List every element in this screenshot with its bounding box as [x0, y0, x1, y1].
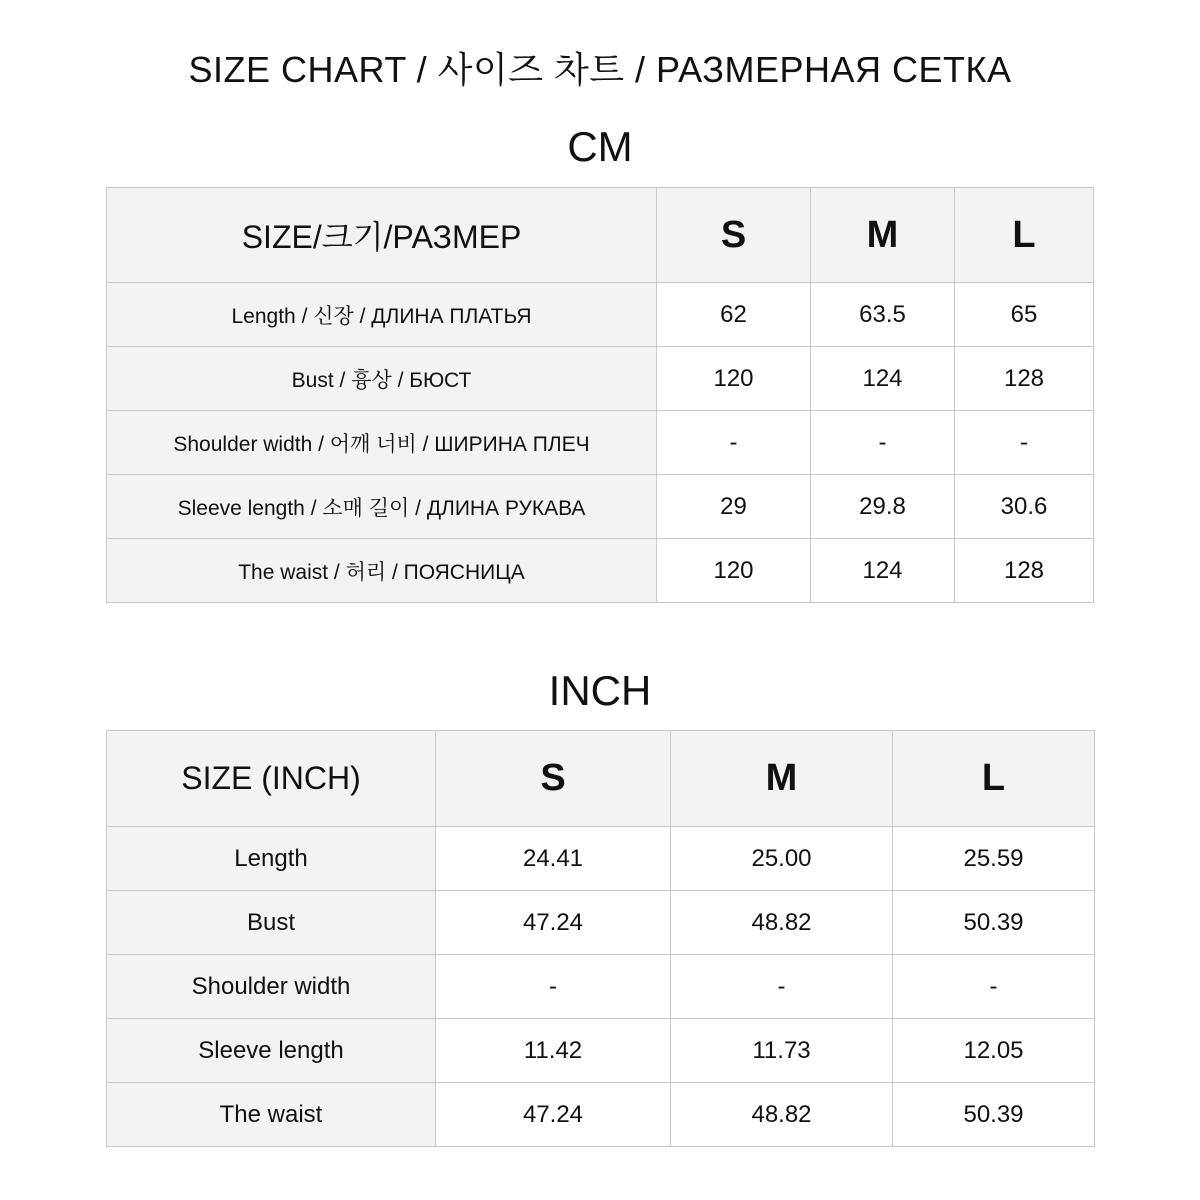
- value-cell: 124: [811, 539, 955, 603]
- row-label-shoulder-width: Shoulder width / 어깨 너비 / ШИРИНА ПЛЕЧ: [107, 411, 657, 475]
- value-cell: 120: [657, 347, 811, 411]
- row-label-sleeve-length: Sleeve length: [107, 1019, 436, 1083]
- cm-size-table: [106, 187, 1094, 603]
- page-title: SIZE CHART / 사이즈 차트 / РАЗМЕРНАЯ СЕТКА: [188, 49, 1012, 90]
- value-cell: 65: [955, 283, 1094, 347]
- value-cell: 25.00: [671, 827, 893, 891]
- table-row: [107, 955, 1095, 1019]
- table-header-row: [107, 188, 1094, 283]
- size-column-l: L: [893, 731, 1095, 827]
- size-column-s: S: [657, 188, 811, 283]
- value-cell: -: [955, 411, 1094, 475]
- table-row: [107, 411, 1094, 475]
- table-row: [107, 347, 1094, 411]
- value-cell: 50.39: [893, 1083, 1095, 1147]
- value-cell: 128: [955, 539, 1094, 603]
- row-label-waist: The waist: [107, 1083, 436, 1147]
- value-cell: 12.05: [893, 1019, 1095, 1083]
- value-cell: -: [436, 955, 671, 1019]
- row-label-length: Length: [107, 827, 436, 891]
- value-cell: 24.41: [436, 827, 671, 891]
- table-row: [107, 283, 1094, 347]
- size-column-s: S: [436, 731, 671, 827]
- value-cell: 48.82: [671, 1083, 893, 1147]
- value-cell: 62: [657, 283, 811, 347]
- table-row: [107, 475, 1094, 539]
- table-row: [107, 1019, 1095, 1083]
- table-row: [107, 539, 1094, 603]
- value-cell: 25.59: [893, 827, 1095, 891]
- row-label-bust: Bust: [107, 891, 436, 955]
- value-cell: 29.8: [811, 475, 955, 539]
- value-cell: 11.73: [671, 1019, 893, 1083]
- value-cell: 11.42: [436, 1019, 671, 1083]
- inch-size-table: [106, 730, 1095, 1147]
- value-cell: 30.6: [955, 475, 1094, 539]
- value-cell: 47.24: [436, 1083, 671, 1147]
- size-header-label: SIZE (INCH): [107, 731, 436, 827]
- table-header-row: [107, 731, 1095, 827]
- value-cell: -: [811, 411, 955, 475]
- row-label-sleeve-length: Sleeve length / 소매 길이 / ДЛИНА РУКАВА: [107, 475, 657, 539]
- value-cell: 63.5: [811, 283, 955, 347]
- value-cell: 48.82: [671, 891, 893, 955]
- value-cell: 50.39: [893, 891, 1095, 955]
- value-cell: 120: [657, 539, 811, 603]
- size-column-m: M: [671, 731, 893, 827]
- size-column-l: L: [955, 188, 1094, 283]
- row-label-shoulder-width: Shoulder width: [107, 955, 436, 1019]
- cm-unit-heading: CM: [567, 123, 633, 170]
- table-row: [107, 827, 1095, 891]
- value-cell: -: [657, 411, 811, 475]
- size-column-m: M: [811, 188, 955, 283]
- row-label-bust: Bust / 흉상 / БЮСТ: [107, 347, 657, 411]
- table-row: [107, 1083, 1095, 1147]
- value-cell: 29: [657, 475, 811, 539]
- value-cell: 124: [811, 347, 955, 411]
- table-row: [107, 891, 1095, 955]
- row-label-length: Length / 신장 / ДЛИНА ПЛАТЬЯ: [107, 283, 657, 347]
- value-cell: 47.24: [436, 891, 671, 955]
- size-header-label: SIZE/크기/РАЗМЕР: [107, 188, 657, 283]
- value-cell: 128: [955, 347, 1094, 411]
- value-cell: -: [671, 955, 893, 1019]
- inch-unit-heading: INCH: [548, 667, 652, 714]
- value-cell: -: [893, 955, 1095, 1019]
- row-label-waist: The waist / 허리 / ПОЯСНИЦА: [107, 539, 657, 603]
